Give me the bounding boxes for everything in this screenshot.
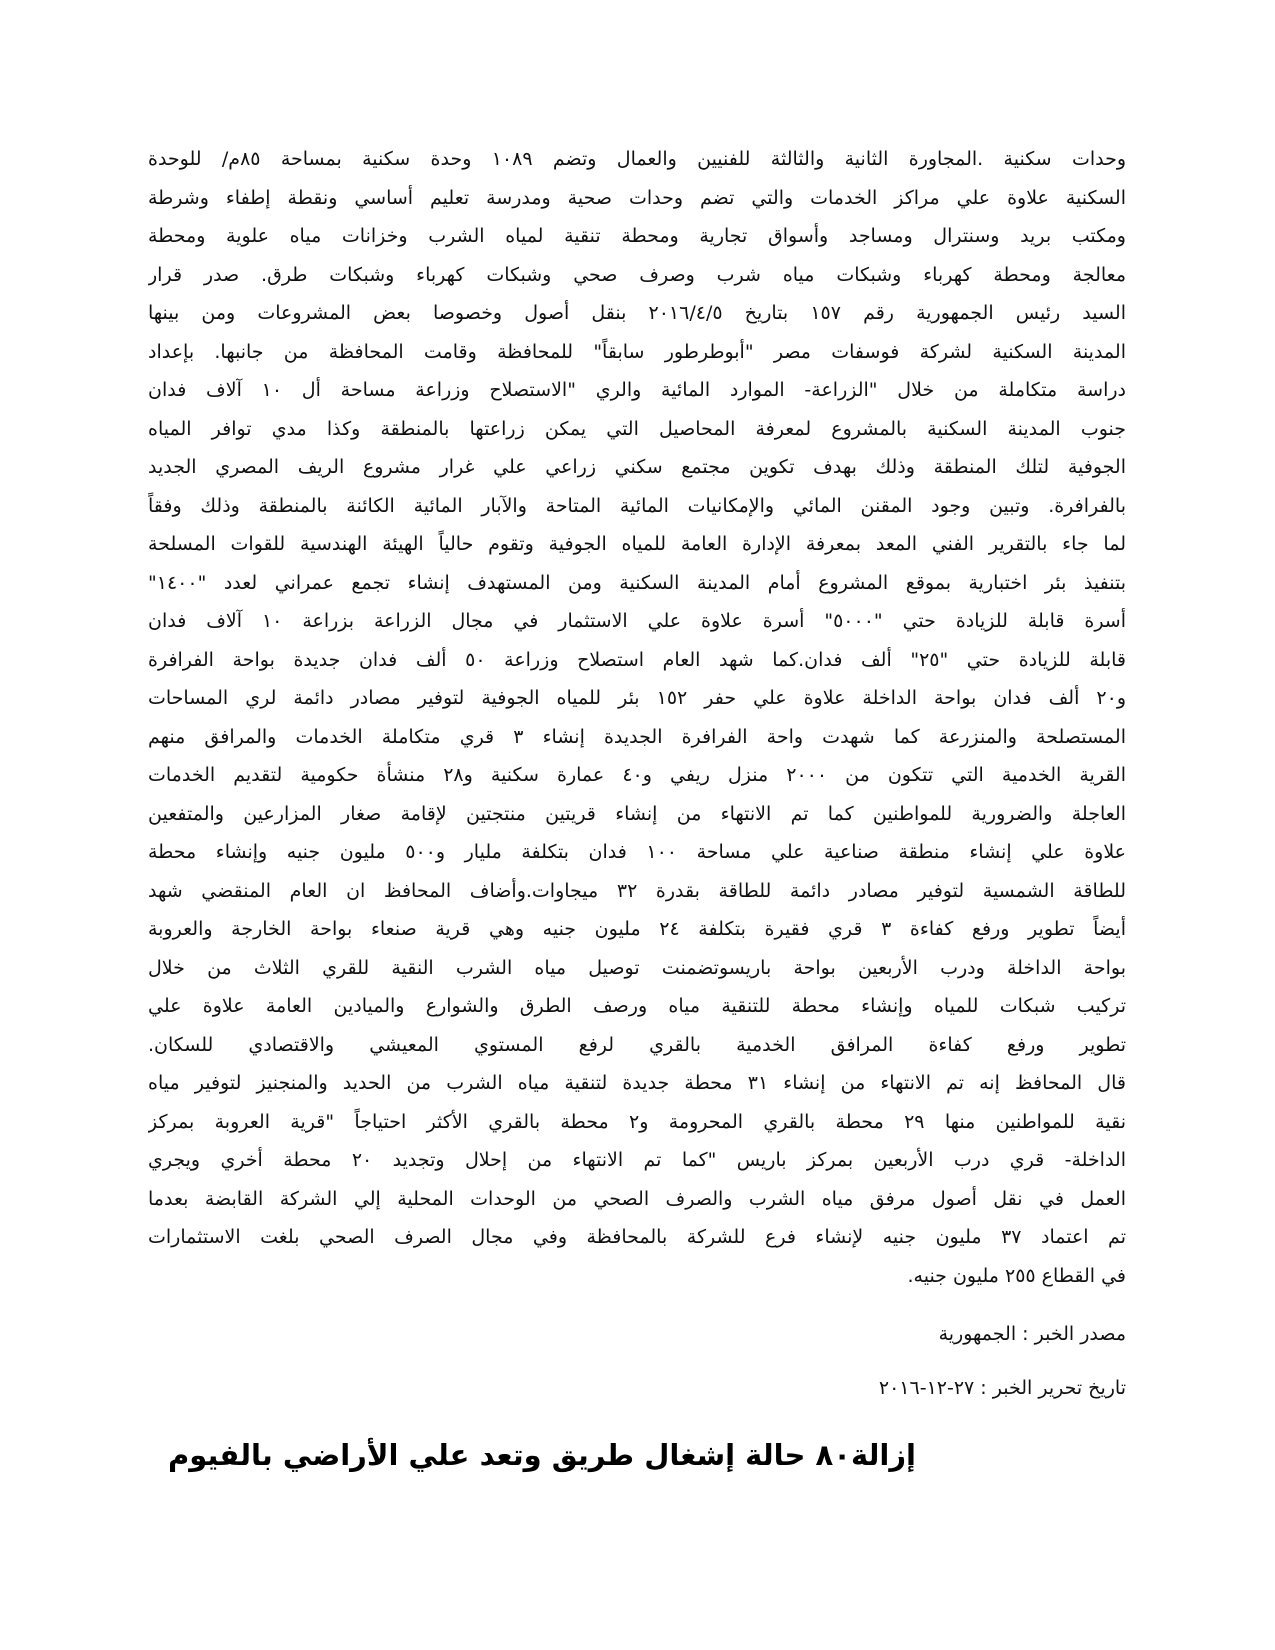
- body-line: العاجلة والضرورية للمواطنين كما تم الانتهاء من إنشاء قريتين منتجتين لإقامة صغار المزارعين والمتفعين: [148, 802, 1126, 825]
- body-line: لما جاء بالتقرير الفني المعد بمعرفة الإدارة العامة للمياه الجوفية وتقوم حالياً الهيئة الهندسية للقوات المسلحة: [148, 533, 1126, 555]
- body-line: تم اعتماد ٣٧ مليون جنيه لإنشاء فرع للشركة بالمحافظة وفي مجال الصرف الصحي بلغت الاستثمارات: [148, 1226, 1126, 1248]
- body-line: السكنية علاوة علي مراكز الخدمات والتي تضم وحدات صحية ومدرسة تعليم أساسي ونقطة إطفاء وشرطة: [148, 186, 1126, 209]
- body-line: دراسة متكاملة من خلال "الزراعة- الموارد المائية والري "الاستصلاح وزراعة مساحة أل ١٠ آلاف فدان: [148, 379, 1126, 401]
- body-line: تركيب شبكات للمياه وإنشاء محطة للتنقية مياه ورصف الطرق والشوارع والميادين العامة علاوة علي: [148, 995, 1126, 1017]
- body-line: تطوير ورفع كفاءة المرافق الخدمية بالقري لرفع المستوي المعيشي والاقتصادي للسكان.: [148, 1033, 1126, 1056]
- body-line: أسرة قابلة للزيادة حتي "٥٠٠٠" أسرة علاوة علي الاستثمار في مجال الزراعة بزراعة ١٠ آلاف فدان: [148, 610, 1126, 632]
- body-line: و٢٠ ألف فدان بواحة الداخلة علاوة علي حفر ١٥٢ بئر للمياه الجوفية لتوفير مصادر دائمة لري المساحات: [148, 687, 1126, 709]
- body-line: أيضاً تطوير ورفع كفاءة ٣ قري فقيرة بتكلفة ٢٤ مليون جنيه وهي قرية صنعاء بواحة الخارجة والعروبة: [148, 918, 1126, 940]
- body-line: الجوفية لتلك المنطقة وذلك بهدف تكوين مجتمع سكني زراعي علي غرار مشروع الريف المصري الجديد: [148, 456, 1126, 478]
- body-line: في القطاع ٢٥٥ مليون جنيه.: [907, 1264, 1126, 1287]
- body-line: للطاقة الشمسية لتوفير مصادر دائمة للطاقة بقدرة ٣٢ ميجاوات.وأضاف المحافظ ان العام المنقضي شهد: [148, 879, 1126, 902]
- body-line: جنوب المدينة السكنية بالمشروع لمعرفة المحاصيل التي يمكن زراعتها بالمنطقة وكذا مدي توافر المياه: [148, 417, 1126, 440]
- body-line: الداخلة- قري درب الأربعين بمركز باريس "كما تم الانتهاء من إحلال وتجديد ٢٠ محطة أخري ويجري: [148, 1149, 1126, 1171]
- news-article: [148, 140, 1126, 1477]
- body-line: السيد رئيس الجمهورية رقم ١٥٧ بتاريخ ٢٠١٦/٤/٥ بنقل أصول وخصوصا بعض المشروعات ومن بينها: [148, 302, 1126, 324]
- body-line: معالجة ومحطة كهرباء وشبكات مياه شرب وصرف صحي وشبكات كهرباء وشبكات طرق. صدر قرار: [148, 263, 1126, 286]
- body-line: وحدات سكنية .المجاورة الثانية والثالثة للفنيين والعمال وتضم ١٠٨٩ وحدة سكنية بمساحة ٨٥م/ للوحدة: [148, 148, 1126, 170]
- body-line: قابلة للزيادة حتي "٢٥" ألف فدان.كما شهد العام استصلاح وزراعة ٥٠ ألف فدان جديدة بواحة الفرافرة: [148, 648, 1126, 671]
- body-line: العمل في نقل أصول مرفق مياه الشرب والصرف الصحي من الوحدات المحلية إلي الشركة القابضة بعدما: [148, 1187, 1126, 1210]
- body-line: المدينة السكنية لشركة فوسفات مصر "أبوطرطور سابقاً" للمحافظة وقامت المحافظة من جانبها. بإعداد: [148, 340, 1126, 363]
- body-line: علاوة علي إنشاء منطقة صناعية علي مساحة ١٠٠ فدان بتكلفة مليار و٥٠٠ مليون جنيه وإنشاء محطة: [148, 841, 1126, 863]
- next-article-headline: إزالة٨٠ حالة إشغال طريق وتعد علي الأراضي بالفيوم: [167, 1438, 916, 1472]
- article-body: [148, 140, 1126, 1295]
- body-line: قال المحافظ إنه تم الانتهاء من إنشاء ٣١ محطة جديدة لتنقية مياه الشرب من الحديد والمنجنيز لتوفير مياه: [148, 1072, 1126, 1094]
- body-line: بتنفيذ بئر اختبارية بموقع المشروع أمام المدينة السكنية ومن المستهدف إنشاء تجمع عمراني لعدد "١٤٠٠": [148, 571, 1126, 594]
- news-source: مصدر الخبر : الجمهورية: [938, 1323, 1126, 1345]
- body-line: القرية الخدمية التي تتكون من ٢٠٠٠ منزل ريفي و٤٠ عمارة سكنية و٢٨ منشأة حكومية لتقديم الخدمات: [148, 764, 1126, 786]
- body-line: بواحة الداخلة ودرب الأربعين بواحة باريسوتضمنت توصيل مياه الشرب النقية للقري الثلاث من خلال: [148, 956, 1126, 979]
- body-line: المستصلحة والمنزرعة كما شهدت واحة الفرافرة الجديدة إنشاء ٣ قري متكاملة الخدمات والمرافق منهم: [148, 725, 1126, 748]
- body-line: ومكتب بريد وسنترال ومساجد وأسواق تجارية ومحطة تنقية لمياه الشرب وخزانات مياه علوية ومحطة: [148, 225, 1126, 247]
- body-line: بالفرافرة. وتبين وجود المقنن المائي والإمكانيات المائية المتاحة والآبار المائية الكائنة بالمنطقة وذلك وفقاً: [148, 494, 1126, 517]
- body-line: نقية للمواطنين منها ٢٩ محطة بالقري المحرومة و٢ محطة بالقري الأكثر احتياجاً "قرية العروبة بمركز: [148, 1110, 1126, 1133]
- news-date: تاريخ تحرير الخبر : ٢٧-١٢-٢٠١٦: [878, 1377, 1126, 1399]
